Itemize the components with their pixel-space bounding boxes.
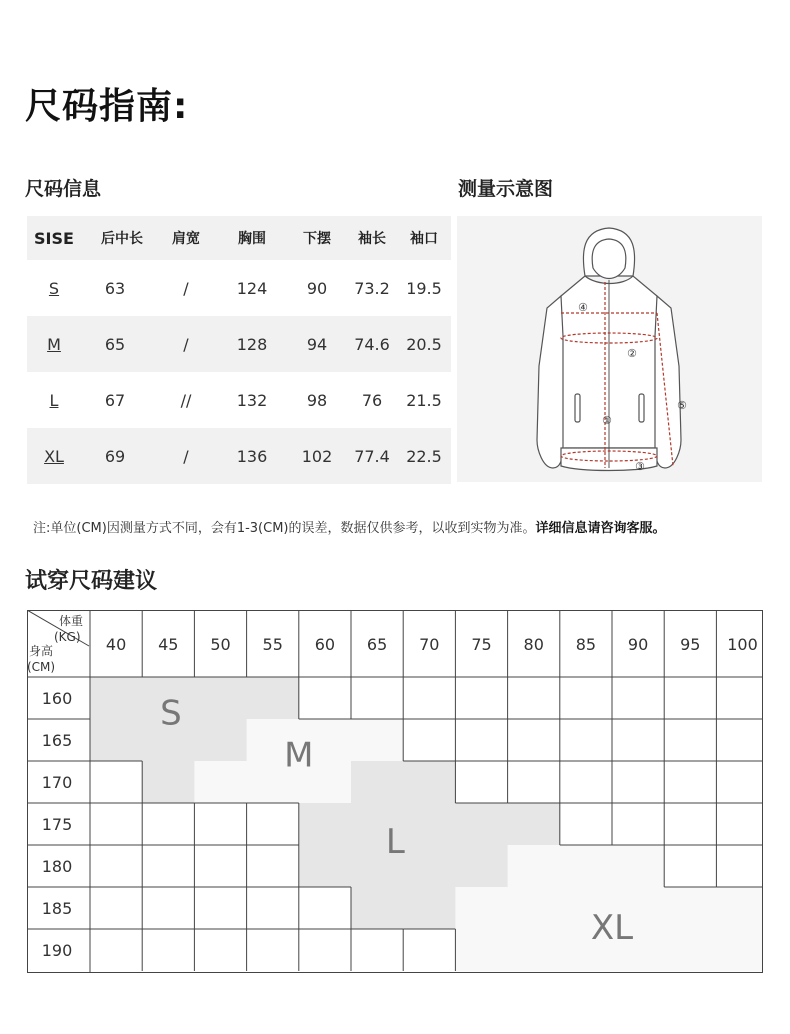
size-zone-label-s: S (160, 693, 182, 734)
size-cell: L (49, 390, 59, 410)
sleeve-cell: 76 (361, 390, 383, 410)
back-length-cell: 65 (104, 334, 126, 354)
col-size: SISE (34, 228, 74, 248)
back-length-cell: 69 (104, 446, 126, 466)
note-text: 注:单位(CM)因测量方式不同，会有1-3(CM)的误差，数据仅供参考，以收到实物为准。 (33, 521, 536, 536)
size-cell: S (48, 278, 60, 298)
hem-cell: 102 (301, 446, 333, 466)
diagram-heading: 测量示意图 (458, 178, 554, 200)
marker-4: ④ (578, 301, 588, 314)
size-cell: XL (44, 446, 64, 466)
weight-label: 60 (314, 635, 336, 654)
sleeve-cell: 77.4 (354, 446, 390, 466)
hem-cell: 94 (306, 334, 328, 354)
marker-1: ① (602, 414, 612, 427)
weight-label: 75 (471, 635, 492, 654)
jacket-illustration (457, 216, 762, 482)
shoulder-cell: / (183, 334, 189, 354)
sleeve-cell: 73.2 (354, 278, 390, 298)
back-length-cell: 67 (104, 390, 126, 410)
cuff-cell: 20.5 (406, 334, 442, 354)
size-info-heading: 尺码信息 (25, 178, 102, 200)
col-chest: 胸围 (238, 231, 266, 247)
marker-3: ③ (635, 460, 645, 473)
marker-2: ② (627, 347, 637, 360)
height-label: 190 (41, 941, 73, 960)
weight-label: 80 (523, 635, 544, 654)
height-label: 170 (41, 773, 73, 792)
size-zone-m (247, 719, 404, 762)
marker-5: ⑤ (677, 399, 687, 412)
hem-cell: 90 (306, 278, 328, 298)
table-row (27, 428, 451, 484)
sleeve-cell: 74.6 (354, 334, 390, 354)
size-zone-l (351, 887, 456, 930)
col-back-length: 后中长 (101, 231, 143, 247)
height-label: 175 (41, 815, 73, 834)
hem-cell: 98 (306, 390, 328, 410)
size-zone-xl (508, 845, 665, 888)
weight-label: 40 (105, 635, 127, 654)
chest-cell: 128 (236, 334, 268, 354)
size-cell: M (47, 334, 61, 354)
chest-cell: 136 (236, 446, 268, 466)
corner-height: 身高 (29, 644, 54, 658)
size-zone-s (90, 677, 299, 720)
chest-cell: 124 (236, 278, 268, 298)
col-shoulder: 肩宽 (172, 231, 200, 247)
size-info-table (27, 216, 451, 482)
chest-cell: 132 (236, 390, 268, 410)
size-zone-l (351, 761, 456, 804)
size-zone-label-l: L (385, 821, 405, 862)
weight-label: 70 (419, 635, 440, 654)
cuff-cell: 19.5 (406, 278, 442, 298)
cuff-cell: 22.5 (406, 446, 442, 466)
page-title: 尺码指南: (25, 86, 189, 127)
table-row (27, 260, 451, 316)
corner-height-unit: (CM) (27, 660, 56, 674)
weight-label: 90 (627, 635, 649, 654)
table-row (27, 372, 451, 428)
corner-weight: 体重 (59, 614, 84, 628)
col-hem: 下摆 (303, 231, 331, 247)
weight-label: 85 (575, 635, 597, 654)
size-zone-label-xl: XL (590, 907, 634, 948)
col-cuff: 袖口 (410, 231, 438, 247)
back-length-cell: 63 (104, 278, 126, 298)
trial-size-heading: 试穿尺码建议 (25, 569, 158, 594)
shoulder-cell: // (180, 390, 192, 410)
size-zone-l (299, 803, 561, 846)
corner-weight-unit: (KG) (54, 630, 81, 644)
height-label: 165 (41, 731, 73, 750)
height-label: 160 (41, 689, 73, 708)
shoulder-cell: / (183, 278, 189, 298)
weight-label: 50 (210, 635, 231, 654)
note-bold: 详细信息请咨询客服。 (535, 521, 666, 536)
height-label: 185 (41, 899, 73, 918)
measurement-diagram (457, 216, 762, 482)
size-zone-s (142, 761, 195, 804)
measurement-note (33, 517, 666, 536)
col-sleeve: 袖长 (358, 231, 386, 247)
weight-label: 95 (680, 635, 701, 654)
weight-label: 45 (158, 635, 179, 654)
size-zone-label-m: M (284, 735, 314, 776)
weight-label: 65 (366, 635, 388, 654)
shoulder-cell: / (183, 446, 189, 466)
height-label: 180 (41, 857, 73, 876)
weight-label: 55 (262, 635, 283, 654)
size-table-header (27, 216, 451, 260)
table-row (27, 316, 451, 372)
trial-size-grid (27, 610, 763, 973)
weight-label: 100 (727, 635, 758, 654)
cuff-cell: 21.5 (406, 390, 442, 410)
size-zone-m (194, 761, 351, 804)
